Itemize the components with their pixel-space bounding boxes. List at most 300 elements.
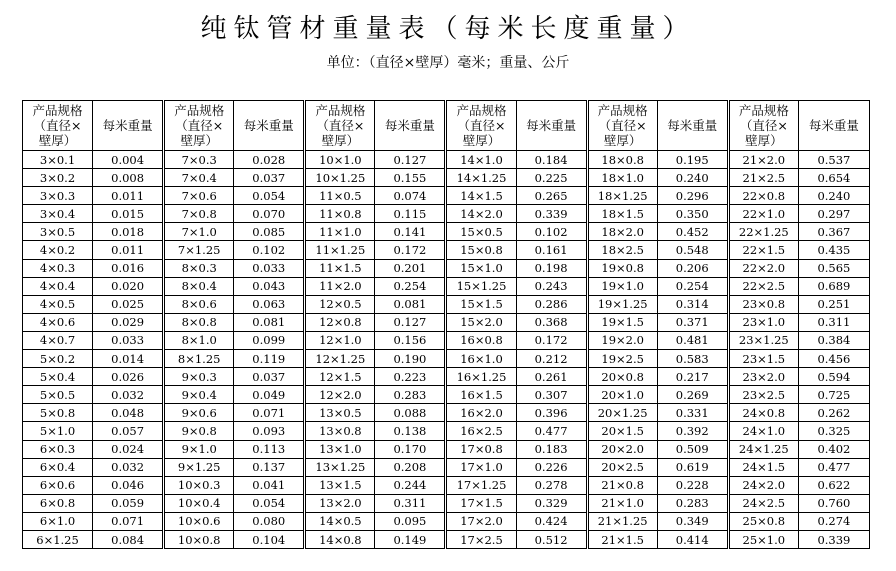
weight-cell: 0.283	[375, 386, 446, 404]
spec-cell: 13×1.0	[305, 440, 375, 458]
spec-cell: 16×1.5	[446, 386, 516, 404]
weight-cell: 0.016	[93, 259, 164, 277]
spec-cell: 8×0.6	[164, 295, 234, 313]
spec-cell: 17×2.0	[446, 512, 516, 530]
spec-cell: 6×0.4	[23, 458, 93, 476]
spec-cell: 10×0.8	[164, 530, 234, 548]
table-row	[23, 259, 870, 277]
spec-header-line: 产品规格	[174, 103, 225, 118]
weight-cell: 0.402	[798, 440, 869, 458]
weight-cell: 0.619	[657, 458, 728, 476]
spec-cell: 20×2.5	[587, 458, 657, 476]
spec-header-line: 产品规格	[32, 103, 83, 118]
weight-cell: 0.102	[516, 223, 587, 241]
weight-table	[22, 100, 870, 549]
weight-cell: 0.477	[798, 458, 869, 476]
weight-cell: 0.138	[375, 422, 446, 440]
weight-cell: 0.278	[516, 476, 587, 494]
weight-cell: 0.015	[93, 205, 164, 223]
spec-header-line: （直径×	[739, 118, 788, 133]
weight-cell: 0.225	[516, 169, 587, 187]
weight-cell: 0.228	[657, 476, 728, 494]
weight-cell: 0.265	[516, 187, 587, 205]
spec-header-line: 壁厚）	[603, 133, 642, 148]
spec-cell: 10×0.6	[164, 512, 234, 530]
spec-cell: 11×1.0	[305, 223, 375, 241]
weight-cell: 0.071	[234, 404, 305, 422]
spec-cell: 12×0.8	[305, 313, 375, 331]
table-row	[23, 368, 870, 386]
spec-cell: 19×1.0	[587, 277, 657, 295]
spec-cell: 4×0.4	[23, 277, 93, 295]
spec-cell: 24×1.0	[728, 422, 798, 440]
spec-cell: 10×1.25	[305, 169, 375, 187]
spec-cell: 18×2.5	[587, 241, 657, 259]
weight-cell: 0.137	[234, 458, 305, 476]
table-row	[23, 386, 870, 404]
weight-column-header: 每米重量	[234, 101, 305, 151]
weight-cell: 0.240	[798, 187, 869, 205]
spec-cell: 9×0.6	[164, 404, 234, 422]
weight-cell: 0.392	[657, 422, 728, 440]
spec-cell: 20×0.8	[587, 368, 657, 386]
spec-cell: 14×1.5	[446, 187, 516, 205]
weight-cell: 0.004	[93, 151, 164, 169]
spec-cell: 7×0.3	[164, 151, 234, 169]
weight-cell: 0.368	[516, 313, 587, 331]
weight-cell: 0.725	[798, 386, 869, 404]
table-row	[23, 169, 870, 187]
weight-cell: 0.251	[798, 295, 869, 313]
table-row	[23, 205, 870, 223]
spec-cell: 18×1.0	[587, 169, 657, 187]
spec-cell: 23×2.0	[728, 368, 798, 386]
table-row	[23, 494, 870, 512]
spec-header-line: （直径×	[33, 118, 82, 133]
weight-cell: 0.325	[798, 422, 869, 440]
spec-cell: 15×1.25	[446, 277, 516, 295]
weight-cell: 0.537	[798, 151, 869, 169]
spec-header-line: 壁厚）	[321, 133, 360, 148]
spec-cell: 3×0.5	[23, 223, 93, 241]
table-row	[23, 313, 870, 331]
spec-cell: 4×0.7	[23, 331, 93, 349]
spec-cell: 7×1.25	[164, 241, 234, 259]
spec-cell: 8×0.8	[164, 313, 234, 331]
weight-cell: 0.099	[234, 331, 305, 349]
spec-header-line: 产品规格	[456, 103, 507, 118]
spec-cell: 24×2.0	[728, 476, 798, 494]
weight-cell: 0.049	[234, 386, 305, 404]
weight-column-header: 每米重量	[516, 101, 587, 151]
spec-cell: 21×1.5	[587, 530, 657, 548]
weight-cell: 0.367	[798, 223, 869, 241]
table-row	[23, 530, 870, 548]
weight-cell: 0.371	[657, 313, 728, 331]
spec-cell: 14×1.0	[446, 151, 516, 169]
unit-subtitle: 单位：（直径×壁厚）毫米；重量、公斤	[326, 55, 570, 71]
spec-cell: 14×1.25	[446, 169, 516, 187]
weight-cell: 0.208	[375, 458, 446, 476]
weight-cell: 0.011	[93, 241, 164, 259]
weight-cell: 0.093	[234, 422, 305, 440]
weight-column-header: 每米重量	[657, 101, 728, 151]
weight-cell: 0.414	[657, 530, 728, 548]
weight-cell: 0.689	[798, 277, 869, 295]
spec-cell: 3×0.3	[23, 187, 93, 205]
weight-cell: 0.594	[798, 368, 869, 386]
spec-cell: 9×1.25	[164, 458, 234, 476]
spec-cell: 25×1.0	[728, 530, 798, 548]
spec-cell: 22×1.5	[728, 241, 798, 259]
weight-cell: 0.311	[375, 494, 446, 512]
weight-cell: 0.113	[234, 440, 305, 458]
spec-cell: 14×2.0	[446, 205, 516, 223]
weight-cell: 0.269	[657, 386, 728, 404]
weight-cell: 0.014	[93, 350, 164, 368]
weight-cell: 0.201	[375, 259, 446, 277]
spec-cell: 17×1.5	[446, 494, 516, 512]
spec-cell: 23×1.25	[728, 331, 798, 349]
table-row	[23, 404, 870, 422]
spec-cell: 9×0.8	[164, 422, 234, 440]
spec-cell: 19×1.25	[587, 295, 657, 313]
weight-cell: 0.141	[375, 223, 446, 241]
weight-cell: 0.195	[657, 151, 728, 169]
spec-cell: 7×0.4	[164, 169, 234, 187]
spec-cell: 22×2.0	[728, 259, 798, 277]
spec-cell: 13×1.5	[305, 476, 375, 494]
table-row	[23, 223, 870, 241]
spec-cell: 5×0.8	[23, 404, 93, 422]
weight-cell: 0.296	[657, 187, 728, 205]
header-row	[23, 101, 870, 151]
spec-cell: 11×2.0	[305, 277, 375, 295]
weight-cell: 0.283	[657, 494, 728, 512]
weight-cell: 0.261	[516, 368, 587, 386]
weight-cell: 0.032	[93, 386, 164, 404]
spec-cell: 8×0.4	[164, 277, 234, 295]
weight-cell: 0.183	[516, 440, 587, 458]
spec-cell: 20×1.5	[587, 422, 657, 440]
weight-cell: 0.041	[234, 476, 305, 494]
spec-cell: 3×0.2	[23, 169, 93, 187]
spec-cell: 17×1.25	[446, 476, 516, 494]
table-row	[23, 476, 870, 494]
weight-cell: 0.172	[516, 331, 587, 349]
weight-cell: 0.212	[516, 350, 587, 368]
spec-cell: 23×2.5	[728, 386, 798, 404]
table-row	[23, 350, 870, 368]
spec-cell: 13×0.5	[305, 404, 375, 422]
weight-cell: 0.026	[93, 368, 164, 386]
spec-cell: 15×0.5	[446, 223, 516, 241]
table-row	[23, 422, 870, 440]
spec-cell: 16×0.8	[446, 331, 516, 349]
table-row	[23, 241, 870, 259]
spec-cell: 4×0.6	[23, 313, 93, 331]
weight-cell: 0.063	[234, 295, 305, 313]
weight-cell: 0.384	[798, 331, 869, 349]
spec-cell: 9×0.4	[164, 386, 234, 404]
table-row	[23, 331, 870, 349]
spec-cell: 12×2.0	[305, 386, 375, 404]
spec-cell: 14×0.8	[305, 530, 375, 548]
weight-cell: 0.024	[93, 440, 164, 458]
table-row	[23, 512, 870, 530]
spec-cell: 15×1.0	[446, 259, 516, 277]
weight-cell: 0.161	[516, 241, 587, 259]
spec-column-header	[164, 101, 234, 151]
spec-cell: 18×1.25	[587, 187, 657, 205]
spec-header-line: （直径×	[175, 118, 224, 133]
weight-cell: 0.548	[657, 241, 728, 259]
weight-cell: 0.033	[93, 331, 164, 349]
weight-cell: 0.760	[798, 494, 869, 512]
spec-cell: 16×1.25	[446, 368, 516, 386]
weight-cell: 0.032	[93, 458, 164, 476]
weight-cell: 0.102	[234, 241, 305, 259]
spec-cell: 10×0.3	[164, 476, 234, 494]
weight-cell: 0.149	[375, 530, 446, 548]
weight-cell: 0.037	[234, 368, 305, 386]
spec-header-line: （直径×	[598, 118, 647, 133]
spec-cell: 16×1.0	[446, 350, 516, 368]
weight-cell: 0.088	[375, 404, 446, 422]
spec-cell: 20×1.0	[587, 386, 657, 404]
weight-cell: 0.262	[798, 404, 869, 422]
spec-cell: 20×2.0	[587, 440, 657, 458]
spec-cell: 15×1.5	[446, 295, 516, 313]
spec-cell: 3×0.4	[23, 205, 93, 223]
spec-cell: 6×1.25	[23, 530, 93, 548]
weight-cell: 0.190	[375, 350, 446, 368]
spec-cell: 19×2.5	[587, 350, 657, 368]
spec-cell: 4×0.3	[23, 259, 93, 277]
weight-cell: 0.206	[657, 259, 728, 277]
spec-cell: 21×2.5	[728, 169, 798, 187]
weight-cell: 0.307	[516, 386, 587, 404]
spec-cell: 8×1.0	[164, 331, 234, 349]
weight-cell: 0.115	[375, 205, 446, 223]
spec-header-line: 壁厚）	[745, 133, 783, 148]
spec-header-line: 产品规格	[738, 103, 789, 118]
spec-header-line: 壁厚）	[38, 133, 77, 148]
spec-cell: 10×0.4	[164, 494, 234, 512]
weight-cell: 0.226	[516, 458, 587, 476]
spec-cell: 21×1.25	[587, 512, 657, 530]
spec-cell: 15×2.0	[446, 313, 516, 331]
spec-cell: 7×0.6	[164, 187, 234, 205]
weight-cell: 0.452	[657, 223, 728, 241]
spec-column-header	[587, 101, 657, 151]
spec-cell: 20×1.25	[587, 404, 657, 422]
spec-cell: 11×1.25	[305, 241, 375, 259]
table-row	[23, 187, 870, 205]
weight-cell: 0.509	[657, 440, 728, 458]
weight-cell: 0.033	[234, 259, 305, 277]
spec-header-line: 壁厚）	[462, 133, 501, 148]
spec-cell: 19×0.8	[587, 259, 657, 277]
weight-cell: 0.119	[234, 350, 305, 368]
weight-cell: 0.172	[375, 241, 446, 259]
spec-column-header	[305, 101, 375, 151]
spec-cell: 15×0.8	[446, 241, 516, 259]
spec-cell: 23×0.8	[728, 295, 798, 313]
weight-cell: 0.244	[375, 476, 446, 494]
spec-cell: 4×0.2	[23, 241, 93, 259]
spec-cell: 24×0.8	[728, 404, 798, 422]
weight-cell: 0.622	[798, 476, 869, 494]
weight-cell: 0.046	[93, 476, 164, 494]
weight-cell: 0.043	[234, 277, 305, 295]
weight-cell: 0.339	[798, 530, 869, 548]
spec-cell: 12×1.0	[305, 331, 375, 349]
spec-header-line: （直径×	[316, 118, 365, 133]
spec-cell: 5×0.5	[23, 386, 93, 404]
weight-cell: 0.286	[516, 295, 587, 313]
weight-cell: 0.274	[798, 512, 869, 530]
weight-cell: 0.243	[516, 277, 587, 295]
spec-cell: 10×1.0	[305, 151, 375, 169]
spec-cell: 18×1.5	[587, 205, 657, 223]
spec-cell: 13×0.8	[305, 422, 375, 440]
table-row	[23, 277, 870, 295]
weight-cell: 0.254	[375, 277, 446, 295]
spec-header-line: （直径×	[457, 118, 506, 133]
weight-cell: 0.095	[375, 512, 446, 530]
spec-cell: 22×1.25	[728, 223, 798, 241]
weight-cell: 0.104	[234, 530, 305, 548]
weight-cell: 0.057	[93, 422, 164, 440]
spec-cell: 4×0.5	[23, 295, 93, 313]
spec-cell: 24×1.25	[728, 440, 798, 458]
spec-cell: 24×1.5	[728, 458, 798, 476]
spec-cell: 5×0.2	[23, 350, 93, 368]
weight-cell: 0.084	[93, 530, 164, 548]
spec-header-line: 产品规格	[597, 103, 648, 118]
weight-cell: 0.037	[234, 169, 305, 187]
spec-cell: 17×0.8	[446, 440, 516, 458]
spec-cell: 23×1.5	[728, 350, 798, 368]
spec-cell: 8×0.3	[164, 259, 234, 277]
spec-cell: 5×1.0	[23, 422, 93, 440]
spec-cell: 14×0.5	[305, 512, 375, 530]
spec-cell: 3×0.1	[23, 151, 93, 169]
spec-cell: 7×1.0	[164, 223, 234, 241]
weight-cell: 0.008	[93, 169, 164, 187]
weight-cell: 0.198	[516, 259, 587, 277]
spec-cell: 16×2.0	[446, 404, 516, 422]
spec-cell: 18×2.0	[587, 223, 657, 241]
weight-column-header: 每米重量	[375, 101, 446, 151]
weight-cell: 0.240	[657, 169, 728, 187]
weight-cell: 0.081	[375, 295, 446, 313]
weight-cell: 0.396	[516, 404, 587, 422]
spec-cell: 16×2.5	[446, 422, 516, 440]
weight-column-header: 每米重量	[93, 101, 164, 151]
spec-cell: 24×2.5	[728, 494, 798, 512]
spec-cell: 22×2.5	[728, 277, 798, 295]
weight-cell: 0.329	[516, 494, 587, 512]
weight-cell: 0.025	[93, 295, 164, 313]
spec-cell: 19×1.5	[587, 313, 657, 331]
spec-cell: 21×2.0	[728, 151, 798, 169]
weight-cell: 0.074	[375, 187, 446, 205]
weight-cell: 0.512	[516, 530, 587, 548]
spec-cell: 12×0.5	[305, 295, 375, 313]
weight-column-header: 每米重量	[798, 101, 869, 151]
weight-cell: 0.080	[234, 512, 305, 530]
spec-cell: 6×0.8	[23, 494, 93, 512]
weight-cell: 0.565	[798, 259, 869, 277]
weight-cell: 0.127	[375, 313, 446, 331]
spec-cell: 12×1.25	[305, 350, 375, 368]
table-row	[23, 458, 870, 476]
weight-cell: 0.011	[93, 187, 164, 205]
weight-cell: 0.297	[798, 205, 869, 223]
weight-cell: 0.424	[516, 512, 587, 530]
weight-cell: 0.029	[93, 313, 164, 331]
spec-header-line: 产品规格	[315, 103, 366, 118]
weight-cell: 0.155	[375, 169, 446, 187]
spec-cell: 17×1.0	[446, 458, 516, 476]
spec-cell: 13×1.25	[305, 458, 375, 476]
spec-cell: 19×2.0	[587, 331, 657, 349]
weight-cell: 0.350	[657, 205, 728, 223]
weight-cell: 0.223	[375, 368, 446, 386]
spec-cell: 25×0.8	[728, 512, 798, 530]
spec-cell: 11×0.8	[305, 205, 375, 223]
spec-cell: 6×0.6	[23, 476, 93, 494]
weight-cell: 0.028	[234, 151, 305, 169]
page-title: 纯钛管材重量表（每米长度重量）	[200, 14, 696, 44]
weight-cell: 0.184	[516, 151, 587, 169]
weight-cell: 0.059	[93, 494, 164, 512]
weight-cell: 0.435	[798, 241, 869, 259]
spec-cell: 13×2.0	[305, 494, 375, 512]
spec-cell: 22×1.0	[728, 205, 798, 223]
weight-cell: 0.654	[798, 169, 869, 187]
weight-cell: 0.070	[234, 205, 305, 223]
weight-cell: 0.254	[657, 277, 728, 295]
spec-header-line: 壁厚）	[180, 133, 218, 148]
table-row	[23, 295, 870, 313]
spec-cell: 12×1.5	[305, 368, 375, 386]
spec-cell: 6×0.3	[23, 440, 93, 458]
spec-cell: 18×0.8	[587, 151, 657, 169]
weight-cell: 0.018	[93, 223, 164, 241]
spec-column-header	[728, 101, 798, 151]
spec-column-header	[23, 101, 93, 151]
table-row	[23, 440, 870, 458]
weight-cell: 0.020	[93, 277, 164, 295]
weight-cell: 0.170	[375, 440, 446, 458]
spec-cell: 22×0.8	[728, 187, 798, 205]
weight-cell: 0.054	[234, 494, 305, 512]
weight-cell: 0.127	[375, 151, 446, 169]
weight-cell: 0.054	[234, 187, 305, 205]
weight-cell: 0.481	[657, 331, 728, 349]
table-row	[23, 151, 870, 169]
weight-cell: 0.081	[234, 313, 305, 331]
spec-cell: 6×1.0	[23, 512, 93, 530]
spec-cell: 7×0.8	[164, 205, 234, 223]
weight-cell: 0.311	[798, 313, 869, 331]
spec-cell: 17×2.5	[446, 530, 516, 548]
spec-cell: 9×1.0	[164, 440, 234, 458]
spec-cell: 21×0.8	[587, 476, 657, 494]
